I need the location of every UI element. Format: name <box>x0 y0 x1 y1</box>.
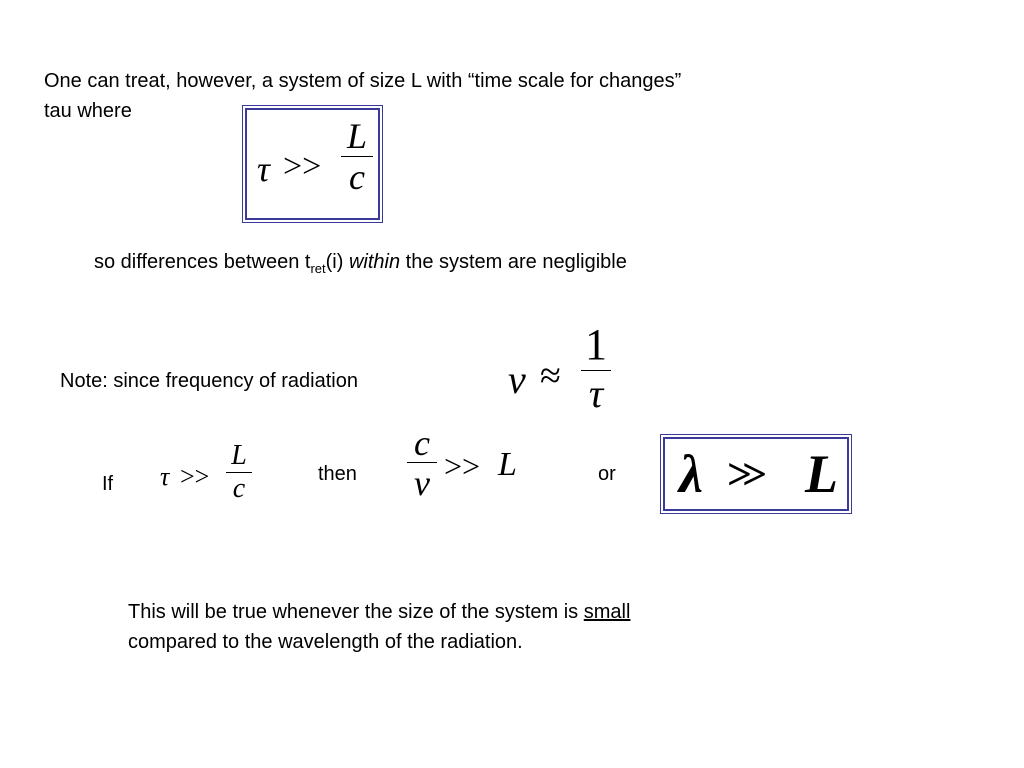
if-much-greater-operator: >> <box>180 462 210 491</box>
or-much-greater-operator: >> <box>727 450 758 499</box>
differences-sentence <box>94 247 627 284</box>
then-much-greater-operator: >> <box>444 448 481 484</box>
boxed-equation-lambda-gg-l <box>663 437 849 511</box>
if-fraction-l-over-c <box>224 440 254 505</box>
then-numerator-c: c <box>414 423 430 463</box>
fraction-l-over-c <box>339 116 375 197</box>
differences-mid: (i) <box>325 251 349 273</box>
note-text: Note: since frequency of radiation <box>60 370 358 392</box>
if-label: If <box>102 473 114 495</box>
then-denominator-nu: ν <box>414 463 430 503</box>
numerator-one: 1 <box>585 320 607 369</box>
within-emphasis: within <box>348 251 401 273</box>
much-greater-operator: >> <box>283 148 322 185</box>
then-label: then <box>318 463 357 485</box>
then-fraction-c-over-nu <box>404 424 440 503</box>
or-rhs-l: L <box>805 444 838 504</box>
conclusion-pre: This will be true whenever the size of the system is <box>128 601 584 623</box>
conclusion-line-1 <box>128 597 630 627</box>
differences-pre: so differences between t <box>94 251 311 273</box>
small-underlined: small <box>583 601 631 623</box>
nu-symbol: ν <box>508 357 526 402</box>
tau-symbol: τ <box>257 149 270 189</box>
boxed-equation-tau-gg-l-over-c <box>245 108 380 220</box>
lambda-symbol: λ <box>679 444 703 504</box>
conclusion-line-2: compared to the wavelength of the radiation. <box>128 631 523 653</box>
numerator-l: L <box>346 116 368 156</box>
intro-text-line-2: tau where <box>44 100 132 122</box>
differences-post: the system are negligible <box>400 251 627 273</box>
intro-text-line-1: One can treat, however, a system of size L with “time scale for changes” <box>44 70 682 92</box>
ret-subscript: ret <box>310 261 326 276</box>
fraction-1-over-tau <box>576 320 616 417</box>
or-label: or <box>598 463 616 485</box>
then-rhs-l: L <box>498 446 517 483</box>
approx-operator: ≈ <box>540 355 561 397</box>
if-numerator-l: L <box>231 440 247 471</box>
if-denominator-c: c <box>232 473 246 504</box>
if-tau-symbol: τ <box>160 462 170 491</box>
denominator-c: c <box>349 157 365 197</box>
denominator-tau: τ <box>588 371 604 416</box>
